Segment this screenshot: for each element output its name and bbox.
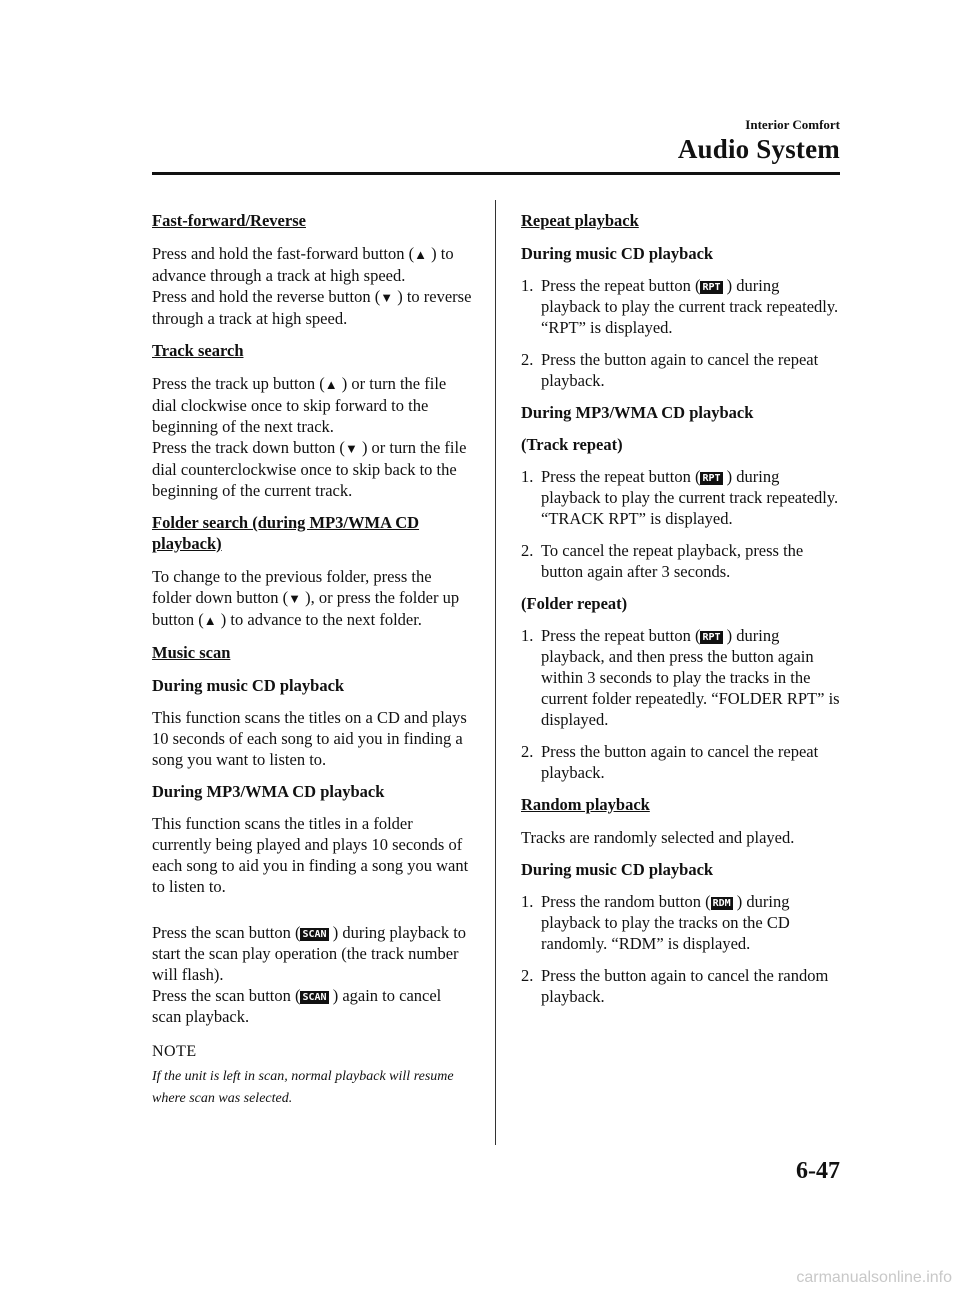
list-item [521,466,841,529]
up-arrow-icon: ▲ [414,247,427,262]
text: ) or turn the file dial counterclockwise once to skip back to the beginning of the current track. [152,438,467,500]
text: ) during playback to start the scan play operation (the track number will flash). [152,923,467,984]
list-number: 1. [521,276,534,295]
list-number: 2. [521,742,534,761]
text: Press the track up button ( [152,374,325,393]
text: Press the repeat button ( [541,276,701,295]
rpt-button-icon: RPT [702,632,721,643]
header-section: Interior Comfort [745,117,840,132]
header-title: Audio System [677,134,840,164]
list-text [541,891,841,954]
down-arrow-icon: ▼ [380,290,394,305]
ts-paragraph-1 [152,373,474,501]
list-item [521,891,841,954]
text: Press the track down button ( [152,438,345,457]
down-arrow-icon: ▼ [288,591,301,606]
list-text [541,466,841,529]
ff-paragraph-1 [152,243,474,329]
heading-track-search: Track search [152,341,244,360]
subheading-folder-repeat: (Folder repeat) [521,594,628,613]
list-text: Press the button again to cancel the random playback. [541,966,829,1006]
ms-paragraph-1: This function scans the titles on a CD and plays 10 seconds of each song to aid you in finding a song you want to listen to. [152,708,467,769]
list-item [521,625,841,730]
text: ) to advance to the next folder. [216,610,422,629]
rpt-button-icon: RPT [702,282,721,293]
text: ) during playback, and then press the button again within 3 seconds to play the tracks in the current folder repeatedly. “FOLDER RPT” is displayed. [541,626,840,729]
scan-button-icon: SCAN [302,929,327,940]
text: Press and hold the fast-forward button ( [152,244,415,263]
text: Press the scan button ( [152,986,301,1005]
column-divider [495,200,496,1145]
text: ) during playback to play the current track repeatedly. “RPT” is displayed. [541,276,839,337]
text: Press the repeat button ( [541,626,701,645]
list-number: 1. [521,467,534,486]
subheading-mp3-wma: During MP3/WMA CD playback [152,782,385,801]
subheading-mp3-wma: During MP3/WMA CD playback [521,403,754,422]
text: Press the repeat button ( [541,467,701,486]
down-arrow-icon: ▼ [344,441,358,456]
list-text: To cancel the repeat playback, press the button again after 3 seconds. [541,541,804,581]
text: ) to advance through a track at high speed. [152,244,454,285]
rd-paragraph-1: Tracks are randomly selected and played. [521,828,795,847]
footer-watermark: carmanualsonline.info [796,1269,952,1286]
heading-random-playback: Random playback [521,795,650,814]
heading-repeat-playback: Repeat playback [521,211,639,230]
list-text [541,625,841,730]
list-number: 1. [521,626,534,645]
heading-fast-forward: Fast-forward/Reverse [152,211,306,230]
list-number: 1. [521,892,534,911]
ms-paragraph-2: This function scans the titles in a folder currently being played and plays 10 seconds of each song to aid you in finding a song you want to listen to. [152,814,469,896]
text: Press and hold the reverse button ( [152,287,381,306]
list-item [521,349,841,391]
heading-folder-search: Folder search (during MP3/WMA CD playback) [152,513,420,553]
up-arrow-icon: ▲ [203,613,217,628]
list-item [521,965,841,1007]
list-text: Press the button again to cancel the repeat playback. [541,742,819,782]
list-item [521,741,841,783]
text: ) or turn the file dial clockwise once to skip forward to the beginning of the next track. [152,374,447,436]
subheading-music-cd: During music CD playback [521,860,714,879]
list-text [541,275,841,338]
text: Press the scan button ( [152,923,301,942]
text: ), or press the folder up button ( [152,588,460,629]
list-item [521,540,841,582]
right-column [521,210,841,1018]
ms-paragraph-3 [152,922,474,1027]
list-number: 2. [521,966,534,985]
spacer [152,908,474,922]
heading-music-scan: Music scan [152,643,231,662]
text: ) again to cancel scan playback. [152,986,442,1026]
rdm-button-icon: RDM [712,898,731,909]
list-number: 2. [521,350,534,369]
subheading-music-cd: During music CD playback [521,244,714,263]
list-item [521,275,841,338]
page-number: 6-47 [796,1158,840,1184]
subheading-track-repeat: (Track repeat) [521,435,623,454]
subheading-music-cd: During music CD playback [152,676,345,695]
list-number: 2. [521,541,534,560]
header-rule [152,172,840,175]
scan-button-icon: SCAN [302,992,327,1003]
fs-paragraph-1 [152,566,474,631]
text: ) during playback to play the tracks on the CD randomly. “RDM” is displayed. [541,892,790,953]
note-text: If the unit is left in scan, normal playback will resume where scan was selected. [152,1069,454,1106]
text: To change to the previous folder, press the folder down button ( [152,567,432,607]
left-column [152,210,474,1110]
note-label: NOTE [152,1043,197,1060]
rpt-button-icon: RPT [702,473,721,484]
up-arrow-icon: ▲ [324,377,338,392]
list-text: Press the button again to cancel the repeat playback. [541,350,819,390]
text: ) to reverse through a track at high speed. [152,287,472,328]
text: Press the random button ( [541,892,711,911]
text: ) during playback to play the current track repeatedly. “TRACK RPT” is displayed. [541,467,839,528]
